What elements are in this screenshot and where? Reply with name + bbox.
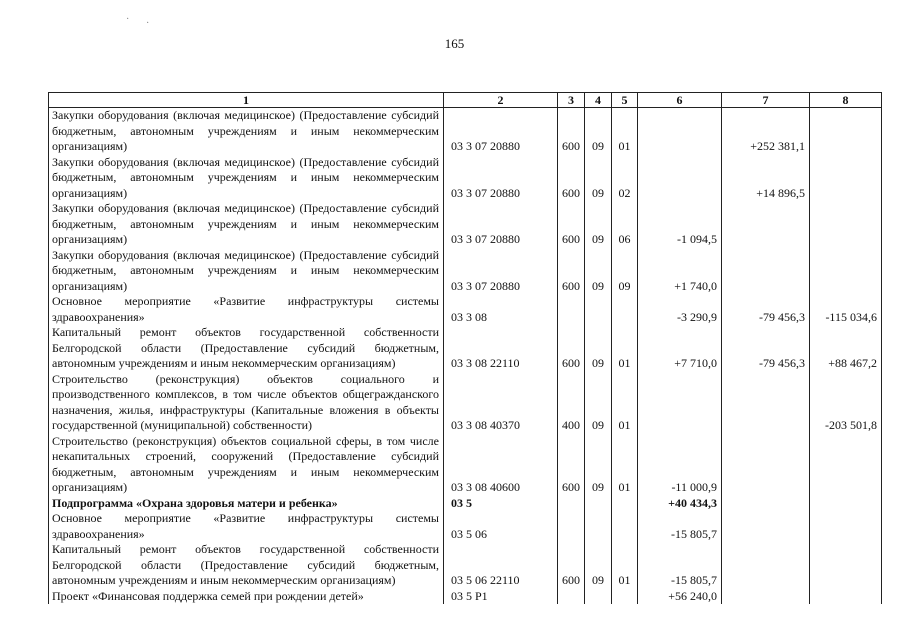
row-subsection: 01 [612,542,638,589]
row-value-8 [810,589,882,605]
row-value-6: -11 000,9 [638,434,722,496]
row-name: Капитальный ремонт объектов государственной собственности Белгородской области (Предоставление субсидий бюджетным, автономным учреждениям и иным некоммерческим организациям) [49,325,444,372]
row-name: Закупки оборудования (включая медицинское) (Предоставление субсидий бюджетным, автономным учреждениям и иным некоммерческим организациям) [49,155,444,202]
row-name: Закупки оборудования (включая медицинское) (Предоставление субсидий бюджетным, автономным учреждениям и иным некоммерческим организациям) [49,201,444,248]
row-name: Основное мероприятие «Развитие инфраструктуры системы здравоохранения» [49,294,444,325]
row-subsection [612,511,638,542]
row-value-6 [638,155,722,202]
row-value-7 [722,201,810,248]
table-row [49,542,882,589]
row-expense-type: 600 [558,542,585,589]
row-expense-type [558,589,585,605]
row-code: 03 5 06 22110 [444,542,558,589]
page-number: 165 [444,36,465,51]
table-row [49,589,882,605]
row-expense-type [558,496,585,512]
row-code: 03 5 06 [444,511,558,542]
row-value-6: -1 094,5 [638,201,722,248]
row-value-7: +14 896,5 [722,155,810,202]
row-name: Строительство (реконструкция) объектов социального и производственного комплексов, в том числе объектов общегражданского назначения, жилья, инфраструктуры (Капитальные вложения в объекты государственной (муниципальной) собственности) [49,372,444,434]
row-value-8 [810,248,882,295]
row-section: 09 [585,542,612,589]
row-section: 09 [585,155,612,202]
row-value-8 [810,434,882,496]
row-value-6 [638,108,722,155]
row-value-6: -15 805,7 [638,542,722,589]
row-value-8: +88 467,2 [810,325,882,372]
col-header-5: 5 [612,93,638,108]
row-value-7 [722,589,810,605]
row-value-6: +40 434,3 [638,496,722,512]
row-subsection: 01 [612,372,638,434]
row-name: Основное мероприятие «Развитие инфраструктуры системы здравоохранения» [49,511,444,542]
table-row [49,511,882,542]
row-expense-type [558,294,585,325]
row-code: 03 3 07 20880 [444,155,558,202]
row-name: Закупки оборудования (включая медицинское) (Предоставление субсидий бюджетным, автономным учреждениям и иным некоммерческим организациям) [49,108,444,155]
row-section [585,496,612,512]
row-subsection [612,294,638,325]
row-section [585,589,612,605]
table-body [49,108,882,605]
row-section: 09 [585,108,612,155]
row-name: Строительство (реконструкция) объектов социальной сферы, в том числе некапитальных строений, сооружений (Предоставление субсидий бюджетным, автономным учреждениям и иным некоммерческим организациям) [49,434,444,496]
row-name: Капитальный ремонт объектов государственной собственности Белгородской области (Предоставление субсидий бюджетным, автономным учреждениям и иным некоммерческим организациям) [49,542,444,589]
row-code: 03 3 08 40370 [444,372,558,434]
row-expense-type: 600 [558,201,585,248]
row-value-7 [722,372,810,434]
row-value-8 [810,108,882,155]
table-row [49,496,882,512]
row-value-6: +7 710,0 [638,325,722,372]
row-name: Закупки оборудования (включая медицинское) (Предоставление субсидий бюджетным, автономным учреждениям и иным некоммерческим организациям) [49,248,444,295]
row-code: 03 5 P1 [444,589,558,605]
row-value-7 [722,434,810,496]
row-code: 03 3 08 [444,294,558,325]
col-header-2: 2 [444,93,558,108]
col-header-1: 1 [49,93,444,108]
row-value-8: -115 034,6 [810,294,882,325]
row-subsection: 09 [612,248,638,295]
row-value-6: -3 290,9 [638,294,722,325]
row-name: Проект «Финансовая поддержка семей при рождении детей» [49,589,444,605]
row-code: 03 3 07 20880 [444,248,558,295]
scan-speck: · [126,14,130,25]
row-subsection: 01 [612,434,638,496]
col-header-4: 4 [585,93,612,108]
row-section: 09 [585,201,612,248]
table-header-row [49,93,882,108]
row-section [585,511,612,542]
row-subsection: 02 [612,155,638,202]
table-row [49,372,882,434]
row-expense-type: 600 [558,248,585,295]
row-value-7 [722,496,810,512]
col-header-6: 6 [638,93,722,108]
row-expense-type: 600 [558,325,585,372]
row-value-8 [810,511,882,542]
col-header-8: 8 [810,93,882,108]
row-value-8 [810,542,882,589]
row-value-8: -203 501,8 [810,372,882,434]
row-expense-type: 600 [558,108,585,155]
scan-speck: · [146,18,150,29]
row-code: 03 3 08 22110 [444,325,558,372]
row-expense-type: 600 [558,155,585,202]
row-value-6: +1 740,0 [638,248,722,295]
row-subsection: 01 [612,108,638,155]
row-code: 03 3 07 20880 [444,108,558,155]
table-row [49,434,882,496]
row-value-8 [810,155,882,202]
row-value-7: -79 456,3 [722,294,810,325]
row-value-6 [638,372,722,434]
row-section: 09 [585,248,612,295]
row-expense-type: 400 [558,372,585,434]
row-value-7: +252 381,1 [722,108,810,155]
table-row [49,155,882,202]
row-section [585,294,612,325]
row-value-6: +56 240,0 [638,589,722,605]
row-expense-type: 600 [558,434,585,496]
row-subsection: 06 [612,201,638,248]
row-value-7 [722,511,810,542]
row-expense-type [558,511,585,542]
row-code: 03 5 [444,496,558,512]
budget-table [48,92,882,604]
col-header-7: 7 [722,93,810,108]
table-row [49,294,882,325]
row-code: 03 3 08 40600 [444,434,558,496]
col-header-3: 3 [558,93,585,108]
row-section: 09 [585,372,612,434]
row-value-7: -79 456,3 [722,325,810,372]
row-name: Подпрограмма «Охрана здоровья матери и ребенка» [49,496,444,512]
table-row [49,248,882,295]
row-value-7 [722,248,810,295]
row-section: 09 [585,325,612,372]
row-value-7 [722,542,810,589]
row-code: 03 3 07 20880 [444,201,558,248]
row-subsection: 01 [612,325,638,372]
row-subsection [612,589,638,605]
row-subsection [612,496,638,512]
row-value-6: -15 805,7 [638,511,722,542]
table-row [49,201,882,248]
table-row [49,108,882,155]
row-section: 09 [585,434,612,496]
row-value-8 [810,496,882,512]
table-row [49,325,882,372]
row-value-8 [810,201,882,248]
